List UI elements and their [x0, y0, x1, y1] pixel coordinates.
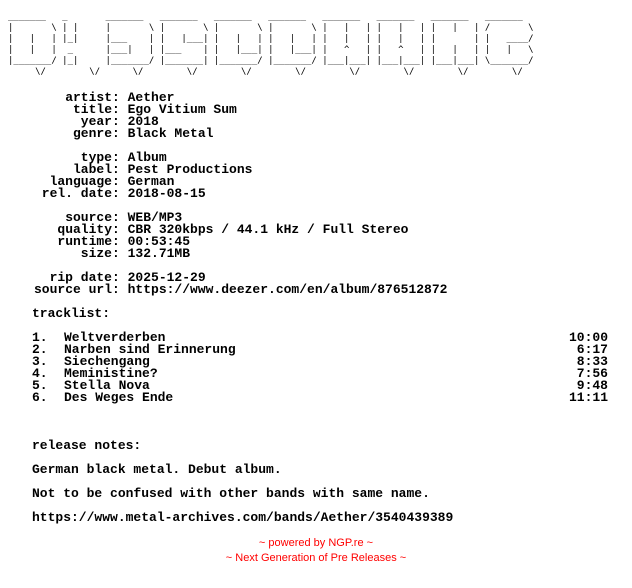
track-duration: 9:48 — [576, 378, 608, 393]
track-title: Weltverderben — [64, 330, 166, 345]
info-row-runtime: runtime : 00:53:45 — [8, 236, 624, 248]
rip-date-label: rip date — [49, 270, 112, 285]
label-value: Pest Productions — [127, 162, 253, 177]
info-row-source: source : WEB/MP3 — [8, 212, 624, 224]
rip-date-value: 2025-12-29 — [127, 270, 206, 285]
footer-powered-by: ~ powered by NGP.re ~ — [258, 537, 374, 549]
track-duration: 6:17 — [576, 342, 608, 357]
track-title: Siechengang — [64, 354, 150, 369]
language-label: language — [49, 174, 112, 189]
quality-value: CBR 320kbps / 44.1 kHz / Full Stereo — [127, 222, 409, 237]
release-info — [8, 92, 624, 524]
source-url-value[interactable]: https://www.deezer.com/en/album/876512872 — [127, 282, 448, 297]
title-label: title — [72, 102, 112, 117]
track-number: 2. — [32, 342, 48, 357]
footer-tagline: ~ Next Generation of Pre Releases ~ — [225, 552, 407, 564]
quality-label: quality — [57, 222, 112, 237]
track-duration: 7:56 — [576, 366, 608, 381]
track-title: Meministine? — [64, 366, 158, 381]
info-row-source-url: source url : https://www.deezer.com/en/album/876512872 — [8, 284, 624, 296]
ascii-logo: _______ _ _______ _______ _______ _______ _______ _______ _______ _______ | \ | | | \ | \ | \ | \ | | | | | | | | | / \ | | | |_| |___ | | |___| | | | | | | | | | | | | | | | ____/ | | | _ |___| | |___ | | |___| | |___| | ^ | | ^ | | | | | | \ |_______/ |_| |_______/ |_______| |_______/ |_______/ |___|___| |___|___| |___|___| \_______/ \/ \/ \/ \/ \/ \/ \/ \/ \/ \/ — [8, 12, 534, 77]
tracklist — [8, 332, 624, 404]
track-number: 6. — [32, 390, 48, 405]
info-row-rel-date: rel. date : 2018-08-15 — [8, 188, 624, 200]
info-row-type: type : Album — [8, 152, 624, 164]
size-label: size — [80, 246, 112, 261]
title-value: Ego Vitium Sum — [127, 102, 237, 117]
language-value: German — [127, 174, 175, 189]
track-number: 3. — [32, 354, 48, 369]
track-title: Narben sind Erinnerung — [64, 342, 236, 357]
info-row-label: label : Pest Productions — [8, 164, 624, 176]
type-value: Album — [127, 150, 167, 165]
rel-date-value: 2018-08-15 — [127, 186, 206, 201]
runtime-value: 00:53:45 — [127, 234, 191, 249]
info-row-artist: artist : Aether — [8, 92, 624, 104]
rel-date-label: rel. date — [41, 186, 112, 201]
runtime-label: runtime — [57, 234, 112, 249]
track-duration: 10:00 — [568, 330, 608, 345]
track-number: 5. — [32, 378, 48, 393]
info-row-genre: genre : Black Metal — [8, 128, 624, 140]
genre-value: Black Metal — [127, 126, 214, 141]
source-url-label: source url — [33, 282, 112, 297]
info-row-title: title : Ego Vitium Sum — [8, 104, 624, 116]
info-row-rip-date: rip date : 2025-12-29 — [8, 272, 624, 284]
size-value: 132.71MB — [127, 246, 191, 261]
year-value: 2018 — [127, 114, 159, 129]
label-label: label — [72, 162, 112, 177]
info-row-size: size : 132.71MB — [8, 248, 624, 260]
type-label: type — [80, 150, 112, 165]
artist-value: Aether — [127, 90, 175, 105]
year-label: year — [80, 114, 112, 129]
track-duration: 11:11 — [568, 390, 608, 405]
track-duration: 8:33 — [576, 354, 608, 369]
tracklist-heading: tracklist: — [32, 306, 111, 321]
track-number: 1. — [32, 330, 48, 345]
track-title: Des Weges Ende — [64, 390, 174, 405]
release-notes-line: German black metal. Debut album. — [32, 462, 282, 477]
nfo-document — [8, 12, 624, 524]
release-notes-heading: release notes: — [32, 438, 142, 453]
track-row — [8, 392, 624, 404]
source-label: source — [65, 210, 112, 225]
info-row-quality: quality : CBR 320kbps / 44.1 kHz / Full Stereo — [8, 224, 624, 236]
source-value: WEB/MP3 — [127, 210, 183, 225]
info-row-language: language : German — [8, 176, 624, 188]
artist-label: artist — [65, 90, 112, 105]
release-notes-line: Not to be confused with other bands with same name. — [32, 486, 430, 501]
track-title: Stella Nova — [64, 378, 150, 393]
metal-archives-link[interactable]: https://www.metal-archives.com/bands/Aether/3540439389 — [32, 510, 454, 525]
info-row-year: year : 2018 — [8, 116, 624, 128]
track-number: 4. — [32, 366, 48, 381]
genre-label: genre — [72, 126, 112, 141]
